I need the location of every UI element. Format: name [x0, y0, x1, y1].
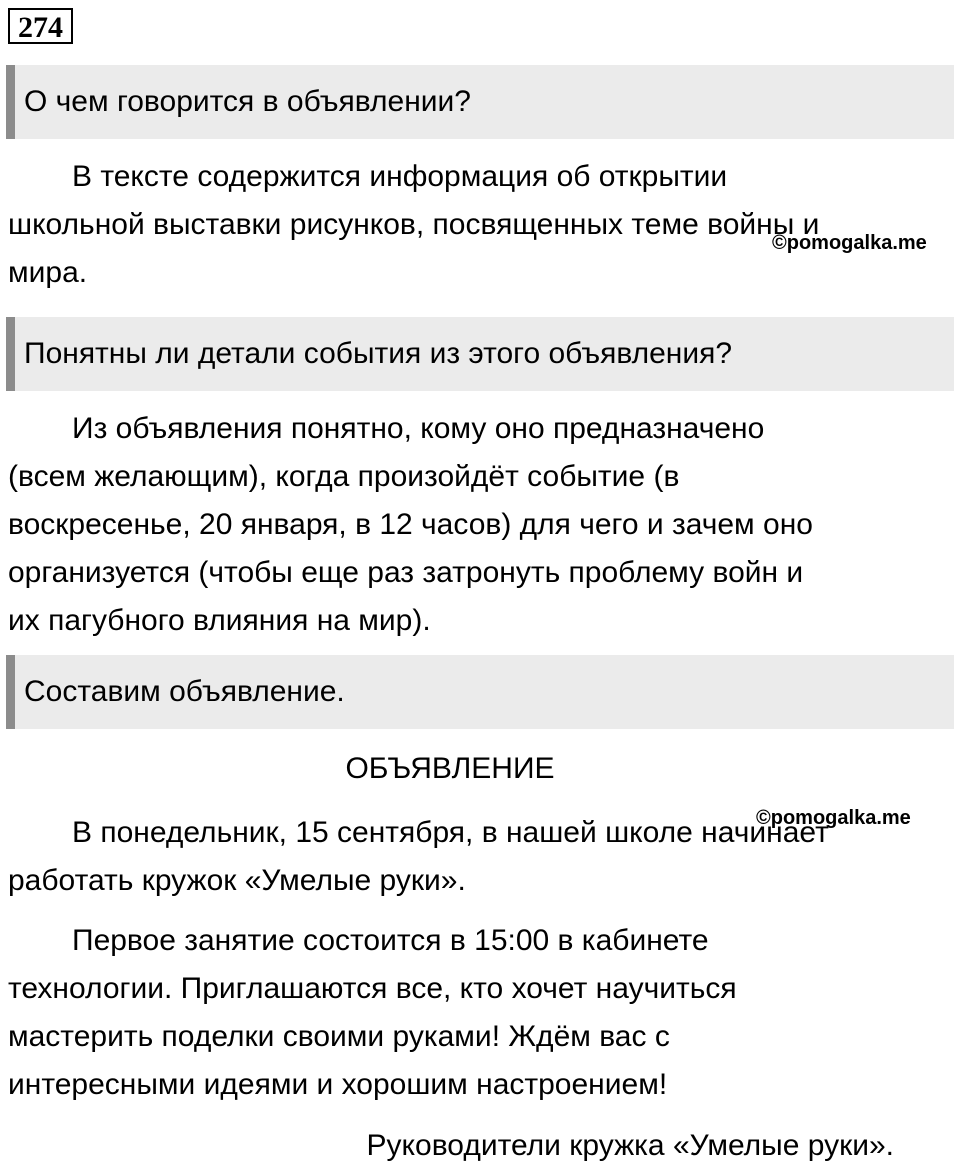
announcement-line: В понедельник, 15 сентября, в нашей школе начинает [72, 816, 829, 849]
question-heading-3: Составим объявление. [6, 655, 954, 729]
announcement-paragraph-2 [8, 917, 908, 1109]
announcement-line: мастерить поделки своими руками! Ждём вас с [8, 1020, 670, 1053]
question-heading-1: О чем говорится в объявлении? [6, 65, 954, 139]
answer-line: воскресенье, 20 января, в 12 часов) для чего и зачем оно [8, 508, 813, 541]
watermark: ©pomogalka.me [756, 807, 911, 829]
answer-line: В тексте содержится информация об открытии [72, 160, 728, 193]
announcement-line: работать кружок «Умелые руки». [8, 864, 466, 897]
task-number: 274 [8, 8, 73, 44]
answer-paragraph-1 [8, 153, 908, 297]
announcement-signature: Руководители кружка «Умелые руки». [366, 1129, 894, 1162]
question-heading-2: Понятны ли детали события из этого объявления? [6, 317, 954, 391]
announcement-line: интересными идеями и хорошим настроением! [8, 1068, 668, 1101]
announcement-title: ОБЪЯВЛЕНИЕ [345, 752, 555, 785]
announcement-line: технологии. Приглашаются все, кто хочет научиться [8, 972, 737, 1005]
announcement-line: Первое занятие состоится в 15:00 в кабинете [72, 924, 709, 957]
answer-line: организуется (чтобы еще раз затронуть проблему войн и [8, 556, 804, 589]
watermark: ©pomogalka.me [772, 232, 927, 254]
answer-line: Из объявления понятно, кому оно предназначено [72, 412, 765, 445]
announcement-paragraph-1 [8, 809, 908, 905]
answer-line: (всем желающим), когда произойдёт событие (в [8, 460, 680, 493]
answer-line: школьной выставки рисунков, посвященных теме войны и [8, 208, 820, 241]
answer-line: мира. [8, 256, 88, 289]
answer-line: их пагубного влияния на мир). [8, 604, 431, 637]
answer-paragraph-2 [8, 405, 908, 645]
